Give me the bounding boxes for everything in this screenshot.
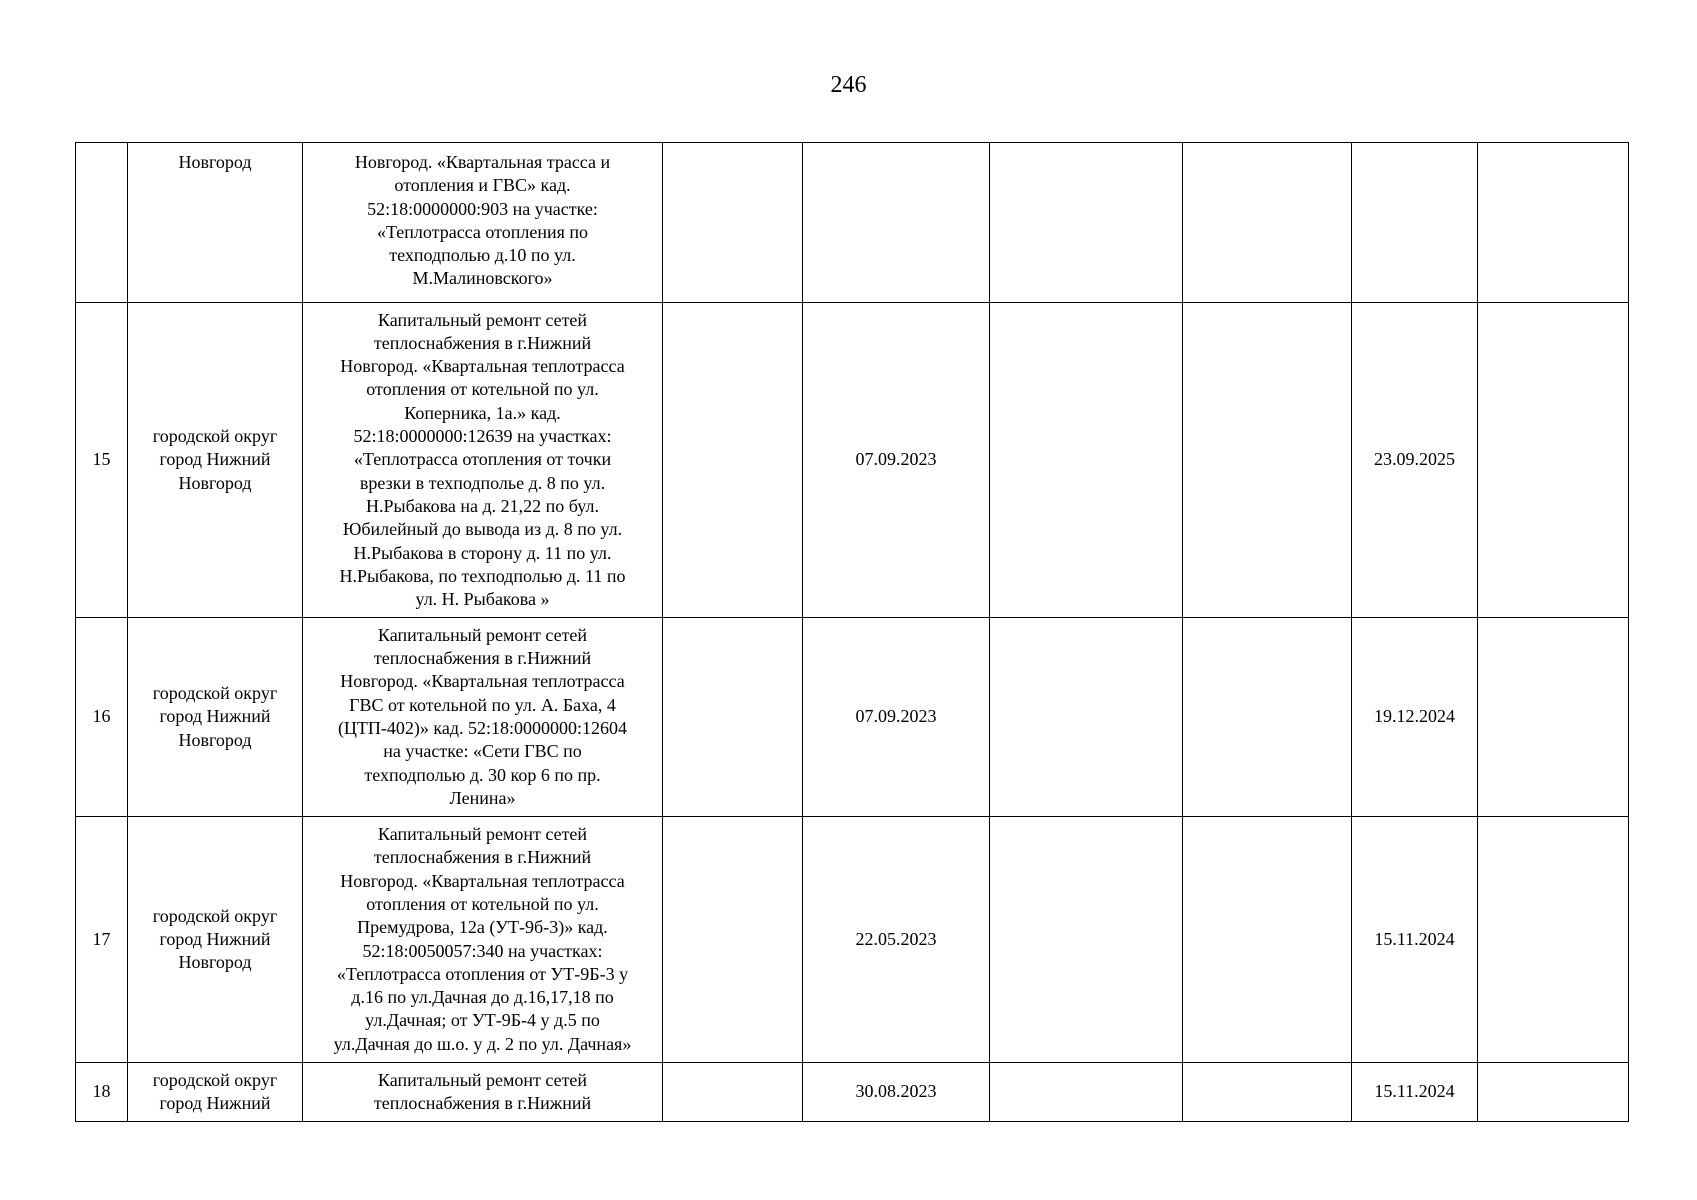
start-date-cell <box>803 143 990 303</box>
empty-cell <box>663 143 803 303</box>
start-date-cell: 30.08.2023 <box>803 1063 990 1122</box>
row-number-cell: 16 <box>76 618 128 817</box>
table-row <box>76 618 1629 817</box>
works-table <box>75 142 1629 1122</box>
empty-cell <box>663 1063 803 1122</box>
empty-cell <box>1478 303 1629 618</box>
description-cell: Новгород. «Квартальная трасса и отопления и ГВС» кад. 52:18:0000000:903 на участке: «Теплотрасса отопления по техподполью д.10 по ул. М.Малиновского» <box>303 143 663 303</box>
municipality-cell: Новгород <box>128 143 303 303</box>
end-date-cell: 15.11.2024 <box>1352 1063 1478 1122</box>
description-cell: Капитальный ремонт сетей теплоснабжения в г.Нижний Новгород. «Квартальная теплотрасса отопления от котельной по ул. Премудрова, 12а (УТ-9б-3)» кад. 52:18:0050057:340 на участках: «Теплотрасса отопления от УТ-9Б-3 у д.16 по ул.Дачная до д.16,17,18 по ул.Дачная; от УТ-9Б-4 у д.5 по ул.Дачная до ш.о. у д. 2 по ул. Дачная» <box>303 817 663 1063</box>
empty-cell <box>663 618 803 817</box>
description-cell: Капитальный ремонт сетей теплоснабжения в г.Нижний Новгород. «Квартальная теплотрасса ГВС от котельной по ул. А. Баха, 4 (ЦТП-402)» кад. 52:18:0000000:12604 на участке: «Сети ГВС по техподполью д. 30 кор 6 по пр. Ленина» <box>303 618 663 817</box>
municipality-cell: городской округ город Нижний Новгород <box>128 618 303 817</box>
empty-cell <box>1478 817 1629 1063</box>
empty-cell <box>1478 1063 1629 1122</box>
start-date-cell: 07.09.2023 <box>803 303 990 618</box>
row-number-cell <box>76 143 128 303</box>
page-number: 246 <box>830 72 867 98</box>
empty-cell <box>990 303 1183 618</box>
empty-cell <box>1183 1063 1352 1122</box>
empty-cell <box>1183 817 1352 1063</box>
empty-cell <box>990 143 1183 303</box>
empty-cell <box>1183 303 1352 618</box>
empty-cell <box>1478 618 1629 817</box>
table-row <box>76 143 1629 303</box>
end-date-cell <box>1352 143 1478 303</box>
row-number-cell: 18 <box>76 1063 128 1122</box>
empty-cell <box>663 817 803 1063</box>
table-row <box>76 1063 1629 1122</box>
municipality-cell: городской округ город Нижний <box>128 1063 303 1122</box>
start-date-cell: 07.09.2023 <box>803 618 990 817</box>
empty-cell <box>1183 143 1352 303</box>
empty-cell <box>663 303 803 618</box>
start-date-cell: 22.05.2023 <box>803 817 990 1063</box>
description-cell: Капитальный ремонт сетей теплоснабжения в г.Нижний Новгород. «Квартальная теплотрасса отопления от котельной по ул. Коперника, 1а.» кад. 52:18:0000000:12639 на участках: «Теплотрасса отопления от точки врезки в техподполье д. 8 по ул. Н.Рыбакова на д. 21,22 по бул. Юбилейный до вывода из д. 8 по ул. Н.Рыбакова в сторону д. 11 по ул. Н.Рыбакова, по техподполью д. 11 по ул. Н. Рыбакова » <box>303 303 663 618</box>
row-number-cell: 15 <box>76 303 128 618</box>
end-date-cell: 15.11.2024 <box>1352 817 1478 1063</box>
description-cell: Капитальный ремонт сетей теплоснабжения в г.Нижний <box>303 1063 663 1122</box>
empty-cell <box>990 817 1183 1063</box>
empty-cell <box>990 1063 1183 1122</box>
end-date-cell: 23.09.2025 <box>1352 303 1478 618</box>
municipality-cell: городской округ город Нижний Новгород <box>128 817 303 1063</box>
table-row <box>76 303 1629 618</box>
municipality-cell: городской округ город Нижний Новгород <box>128 303 303 618</box>
end-date-cell: 19.12.2024 <box>1352 618 1478 817</box>
table-row <box>76 817 1629 1063</box>
empty-cell <box>990 618 1183 817</box>
empty-cell <box>1478 143 1629 303</box>
empty-cell <box>1183 618 1352 817</box>
row-number-cell: 17 <box>76 817 128 1063</box>
